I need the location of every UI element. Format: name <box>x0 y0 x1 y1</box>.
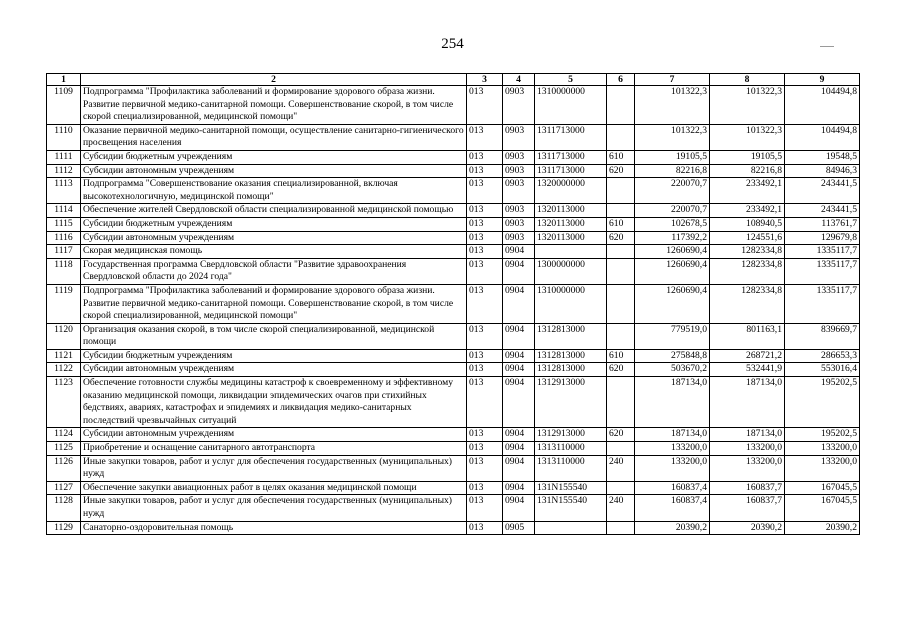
row-name: Обеспечение жителей Свердловской области специализированной медицинской помощью <box>81 204 467 218</box>
row-grbs-code: 013 <box>467 521 503 535</box>
row-amount-1: 20390,2 <box>635 521 710 535</box>
row-amount-1: 779519,0 <box>635 323 710 349</box>
row-amount-1: 19105,5 <box>635 150 710 164</box>
table-row <box>47 217 860 231</box>
row-grbs-code: 013 <box>467 442 503 456</box>
row-name: Санаторно-оздоровительная помощь <box>81 521 467 535</box>
row-amount-3: 113761,7 <box>785 217 860 231</box>
table-row <box>47 178 860 204</box>
row-grbs-code: 013 <box>467 217 503 231</box>
row-expense-type: 620 <box>607 363 635 377</box>
row-expense-type <box>607 204 635 218</box>
table-row <box>47 231 860 245</box>
row-number: 1109 <box>47 86 81 125</box>
row-target-article: 1310000000 <box>535 86 607 125</box>
row-number: 1128 <box>47 495 81 521</box>
row-section-code: 0903 <box>503 217 535 231</box>
row-amount-1: 275848,8 <box>635 349 710 363</box>
row-grbs-code: 013 <box>467 495 503 521</box>
row-expense-type: 610 <box>607 150 635 164</box>
row-number: 1121 <box>47 349 81 363</box>
row-expense-type: 240 <box>607 495 635 521</box>
header-col-4: 4 <box>503 74 535 86</box>
row-amount-3: 553016,4 <box>785 363 860 377</box>
row-amount-3: 243441,5 <box>785 178 860 204</box>
table-row <box>47 245 860 259</box>
header-col-1: 1 <box>47 74 81 86</box>
row-grbs-code: 013 <box>467 231 503 245</box>
header-col-2: 2 <box>81 74 467 86</box>
table-row <box>47 349 860 363</box>
row-expense-type: 240 <box>607 455 635 481</box>
row-grbs-code: 013 <box>467 204 503 218</box>
row-section-code: 0904 <box>503 377 535 428</box>
row-target-article <box>535 245 607 259</box>
row-target-article: 1312813000 <box>535 349 607 363</box>
table-row <box>47 150 860 164</box>
row-name: Организация оказания скорой, в том числе скорой специализированной, медицинской помощи <box>81 323 467 349</box>
row-amount-3: 195202,5 <box>785 377 860 428</box>
row-amount-2: 133200,0 <box>710 442 785 456</box>
row-amount-1: 1260690,4 <box>635 258 710 284</box>
row-amount-2: 233492,1 <box>710 178 785 204</box>
row-amount-2: 19105,5 <box>710 150 785 164</box>
row-number: 1118 <box>47 258 81 284</box>
row-expense-type <box>607 86 635 125</box>
row-name: Подпрограмма "Профилактика заболеваний и формирование здорового образа жизни. Развитие первичной медико-санитарной помощи. Совершенствование скорой, в том числе скорой специализированной, медицинской помощи" <box>81 284 467 323</box>
row-section-code: 0904 <box>503 495 535 521</box>
row-grbs-code: 013 <box>467 178 503 204</box>
row-amount-1: 220070,7 <box>635 204 710 218</box>
row-expense-type: 620 <box>607 231 635 245</box>
page-number: 254 <box>441 36 464 52</box>
row-amount-3: 133200,0 <box>785 442 860 456</box>
row-expense-type <box>607 323 635 349</box>
row-amount-3: 243441,5 <box>785 204 860 218</box>
row-target-article: 1312813000 <box>535 323 607 349</box>
row-section-code: 0903 <box>503 231 535 245</box>
row-amount-1: 82216,8 <box>635 164 710 178</box>
row-section-code: 0903 <box>503 124 535 150</box>
row-expense-type: 620 <box>607 164 635 178</box>
row-section-code: 0904 <box>503 349 535 363</box>
row-grbs-code: 013 <box>467 258 503 284</box>
row-amount-2: 532441,9 <box>710 363 785 377</box>
row-section-code: 0904 <box>503 245 535 259</box>
row-amount-2: 124551,6 <box>710 231 785 245</box>
row-number: 1112 <box>47 164 81 178</box>
row-amount-3: 104494,8 <box>785 86 860 125</box>
row-amount-2: 160837,7 <box>710 495 785 521</box>
row-target-article: 1300000000 <box>535 258 607 284</box>
row-section-code: 0904 <box>503 363 535 377</box>
row-section-code: 0905 <box>503 521 535 535</box>
row-name: Субсидии бюджетным учреждениям <box>81 217 467 231</box>
row-amount-2: 233492,1 <box>710 204 785 218</box>
header-col-6: 6 <box>607 74 635 86</box>
row-grbs-code: 013 <box>467 86 503 125</box>
row-expense-type <box>607 258 635 284</box>
row-expense-type <box>607 377 635 428</box>
row-name: Субсидии автономным учреждениям <box>81 231 467 245</box>
row-number: 1119 <box>47 284 81 323</box>
row-target-article: 1311713000 <box>535 164 607 178</box>
row-number: 1122 <box>47 363 81 377</box>
header-col-9: 9 <box>785 74 860 86</box>
row-grbs-code: 013 <box>467 124 503 150</box>
row-target-article: 1312913000 <box>535 428 607 442</box>
row-expense-type <box>607 442 635 456</box>
row-section-code: 0904 <box>503 481 535 495</box>
row-amount-1: 220070,7 <box>635 178 710 204</box>
row-target-article: 131N155540 <box>535 481 607 495</box>
table-row <box>47 363 860 377</box>
row-amount-3: 167045,5 <box>785 481 860 495</box>
row-name: Подпрограмма "Профилактика заболеваний и формирование здорового образа жизни. Развитие первичной медико-санитарной помощи. Совершенствование скорой, в том числе скорой специализированной, медицинской помощи" <box>81 86 467 125</box>
row-name: Иные закупки товаров, работ и услуг для обеспечения государственных (муниципальных) нужд <box>81 455 467 481</box>
row-number: 1123 <box>47 377 81 428</box>
row-amount-2: 801163,1 <box>710 323 785 349</box>
table-row <box>47 86 860 125</box>
row-target-article: 131N155540 <box>535 495 607 521</box>
row-amount-3: 839669,7 <box>785 323 860 349</box>
row-expense-type: 610 <box>607 349 635 363</box>
row-amount-1: 101322,3 <box>635 124 710 150</box>
row-amount-3: 129679,8 <box>785 231 860 245</box>
row-grbs-code: 013 <box>467 349 503 363</box>
row-amount-2: 160837,7 <box>710 481 785 495</box>
row-expense-type <box>607 284 635 323</box>
table-row <box>47 521 860 535</box>
budget-table <box>46 73 860 535</box>
row-name: Иные закупки товаров, работ и услуг для обеспечения государственных (муниципальных) нужд <box>81 495 467 521</box>
row-grbs-code: 013 <box>467 428 503 442</box>
row-amount-1: 187134,0 <box>635 428 710 442</box>
row-amount-1: 160837,4 <box>635 495 710 521</box>
row-amount-3: 1335117,7 <box>785 245 860 259</box>
row-name: Субсидии бюджетным учреждениям <box>81 150 467 164</box>
row-amount-2: 20390,2 <box>710 521 785 535</box>
row-expense-type <box>607 481 635 495</box>
table-row <box>47 481 860 495</box>
row-amount-3: 286653,3 <box>785 349 860 363</box>
row-number: 1126 <box>47 455 81 481</box>
row-amount-2: 82216,8 <box>710 164 785 178</box>
table-row <box>47 442 860 456</box>
row-section-code: 0904 <box>503 258 535 284</box>
row-amount-2: 1282334,8 <box>710 284 785 323</box>
row-amount-3: 19548,5 <box>785 150 860 164</box>
row-name: Обеспечение готовности службы медицины катастроф к своевременному и эффективному оказанию медицинской помощи, ликвидации эпидемических очагов при стихийных бедствиях, авариях, катастрофах и эпидемиях и ликвидация медико-санитарных последствий чрезвычайных ситуаций <box>81 377 467 428</box>
row-amount-3: 104494,8 <box>785 124 860 150</box>
row-target-article: 1312813000 <box>535 363 607 377</box>
table-row <box>47 204 860 218</box>
row-amount-1: 503670,2 <box>635 363 710 377</box>
row-section-code: 0903 <box>503 178 535 204</box>
table-row <box>47 455 860 481</box>
row-section-code: 0904 <box>503 455 535 481</box>
row-target-article: 1310000000 <box>535 284 607 323</box>
row-expense-type <box>607 245 635 259</box>
row-amount-3: 1335117,7 <box>785 258 860 284</box>
row-target-article: 1320113000 <box>535 204 607 218</box>
row-name: Подпрограмма "Совершенствование оказания специализированной, включая высокотехнологичную, медицинской помощи" <box>81 178 467 204</box>
row-number: 1120 <box>47 323 81 349</box>
row-target-article: 1311713000 <box>535 124 607 150</box>
row-section-code: 0903 <box>503 86 535 125</box>
row-amount-3: 84946,3 <box>785 164 860 178</box>
row-section-code: 0903 <box>503 204 535 218</box>
row-expense-type <box>607 124 635 150</box>
row-grbs-code: 013 <box>467 363 503 377</box>
row-amount-1: 117392,2 <box>635 231 710 245</box>
row-grbs-code: 013 <box>467 284 503 323</box>
row-amount-2: 133200,0 <box>710 455 785 481</box>
row-name: Субсидии бюджетным учреждениям <box>81 349 467 363</box>
row-section-code: 0904 <box>503 284 535 323</box>
row-amount-1: 133200,0 <box>635 455 710 481</box>
row-amount-3: 20390,2 <box>785 521 860 535</box>
row-amount-2: 1282334,8 <box>710 258 785 284</box>
row-target-article <box>535 521 607 535</box>
row-target-article: 1320000000 <box>535 178 607 204</box>
row-expense-type: 610 <box>607 217 635 231</box>
row-number: 1127 <box>47 481 81 495</box>
row-amount-1: 160837,4 <box>635 481 710 495</box>
header-row <box>47 74 860 86</box>
row-name: Приобретение и оснащение санитарного автотранспорта <box>81 442 467 456</box>
row-amount-3: 195202,5 <box>785 428 860 442</box>
row-amount-3: 167045,5 <box>785 495 860 521</box>
row-amount-2: 187134,0 <box>710 377 785 428</box>
row-number: 1114 <box>47 204 81 218</box>
row-name: Субсидии автономным учреждениям <box>81 363 467 377</box>
table-row <box>47 377 860 428</box>
row-number: 1129 <box>47 521 81 535</box>
row-amount-1: 1260690,4 <box>635 284 710 323</box>
row-amount-1: 1260690,4 <box>635 245 710 259</box>
row-name: Государственная программа Свердловской области "Развитие здравоохранения Свердловской области до 2024 года" <box>81 258 467 284</box>
table-row <box>47 428 860 442</box>
row-number: 1113 <box>47 178 81 204</box>
header-col-8: 8 <box>710 74 785 86</box>
row-grbs-code: 013 <box>467 245 503 259</box>
row-amount-1: 101322,3 <box>635 86 710 125</box>
table-row <box>47 495 860 521</box>
row-target-article: 1311713000 <box>535 150 607 164</box>
row-section-code: 0903 <box>503 150 535 164</box>
header-col-5: 5 <box>535 74 607 86</box>
table-row <box>47 323 860 349</box>
row-number: 1125 <box>47 442 81 456</box>
row-section-code: 0904 <box>503 428 535 442</box>
row-amount-3: 133200,0 <box>785 455 860 481</box>
header-col-7: 7 <box>635 74 710 86</box>
table-row <box>47 124 860 150</box>
row-number: 1111 <box>47 150 81 164</box>
row-target-article: 1320113000 <box>535 231 607 245</box>
row-amount-2: 1282334,8 <box>710 245 785 259</box>
row-amount-2: 101322,3 <box>710 124 785 150</box>
row-amount-2: 187134,0 <box>710 428 785 442</box>
row-grbs-code: 013 <box>467 377 503 428</box>
row-name: Оказание первичной медико-санитарной помощи, осуществление санитарно-гигиенического просвещения населения <box>81 124 467 150</box>
row-section-code: 0904 <box>503 442 535 456</box>
row-amount-1: 133200,0 <box>635 442 710 456</box>
row-expense-type: 620 <box>607 428 635 442</box>
row-number: 1110 <box>47 124 81 150</box>
table-row <box>47 258 860 284</box>
table-row <box>47 284 860 323</box>
row-target-article: 1313110000 <box>535 442 607 456</box>
header-col-3: 3 <box>467 74 503 86</box>
row-target-article: 1313110000 <box>535 455 607 481</box>
row-section-code: 0903 <box>503 164 535 178</box>
row-name: Скорая медицинская помощь <box>81 245 467 259</box>
row-grbs-code: 013 <box>467 164 503 178</box>
row-expense-type <box>607 521 635 535</box>
row-number: 1124 <box>47 428 81 442</box>
row-expense-type <box>607 178 635 204</box>
row-amount-1: 187134,0 <box>635 377 710 428</box>
row-amount-2: 268721,2 <box>710 349 785 363</box>
row-number: 1117 <box>47 245 81 259</box>
row-section-code: 0904 <box>503 323 535 349</box>
row-number: 1115 <box>47 217 81 231</box>
scan-mark <box>820 46 834 47</box>
row-name: Обеспечение закупки авиационных работ в целях оказания медицинской помощи <box>81 481 467 495</box>
row-target-article: 1312913000 <box>535 377 607 428</box>
row-number: 1116 <box>47 231 81 245</box>
row-name: Субсидии автономным учреждениям <box>81 164 467 178</box>
row-grbs-code: 013 <box>467 481 503 495</box>
row-amount-3: 1335117,7 <box>785 284 860 323</box>
row-grbs-code: 013 <box>467 455 503 481</box>
row-amount-1: 102678,5 <box>635 217 710 231</box>
row-target-article: 1320113000 <box>535 217 607 231</box>
table-row <box>47 164 860 178</box>
row-name: Субсидии автономным учреждениям <box>81 428 467 442</box>
row-amount-2: 101322,3 <box>710 86 785 125</box>
row-grbs-code: 013 <box>467 323 503 349</box>
row-amount-2: 108940,5 <box>710 217 785 231</box>
row-grbs-code: 013 <box>467 150 503 164</box>
